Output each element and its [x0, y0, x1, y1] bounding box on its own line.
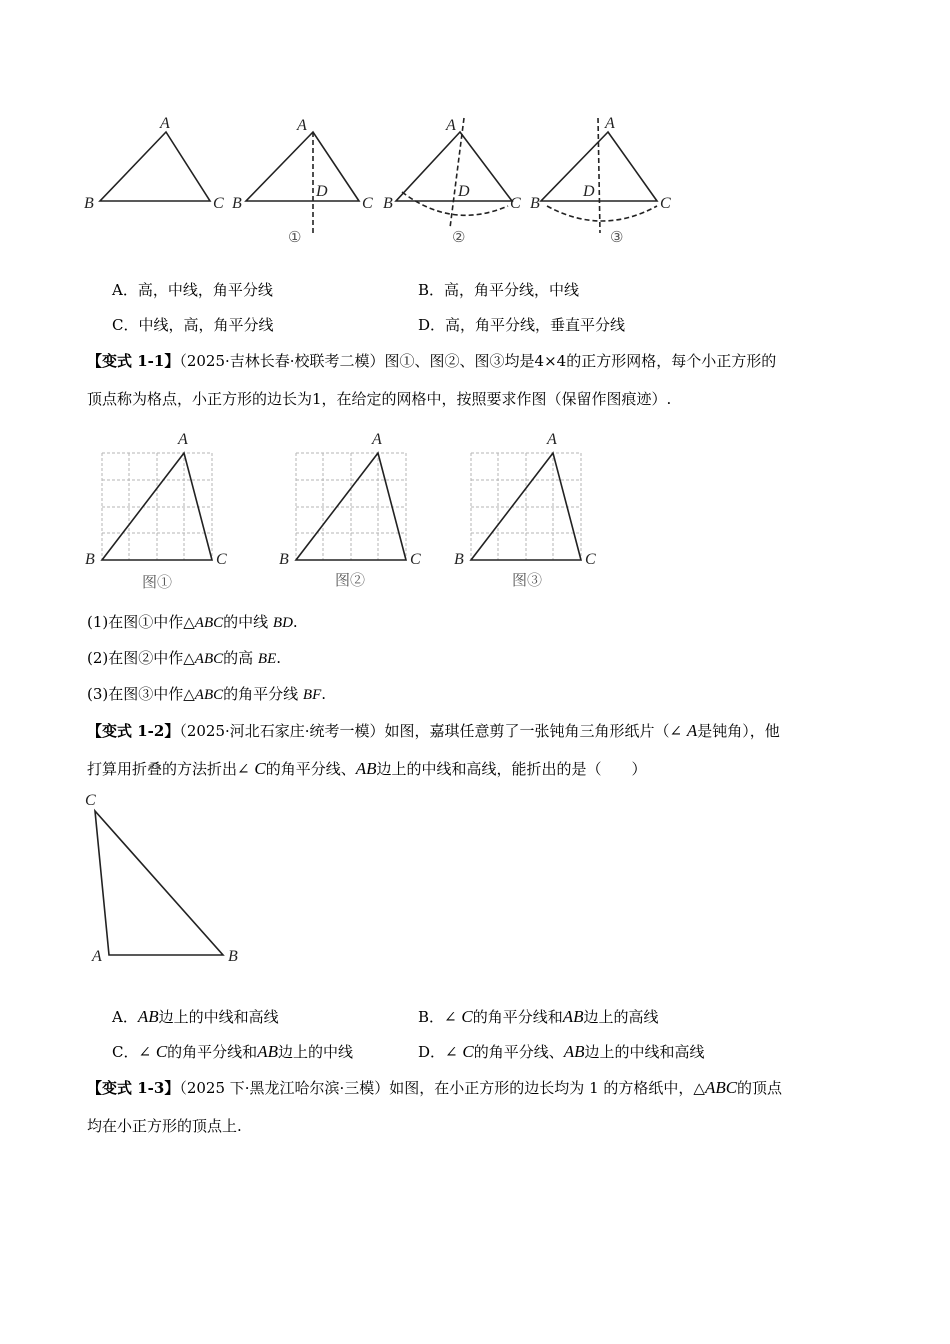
grid-figure-3 — [471, 453, 581, 560]
label-C: C — [216, 551, 227, 568]
label-B: B — [85, 551, 95, 568]
option-a: A．高，中线，角平分线 — [112, 281, 273, 299]
grid-caption-3: 图③ — [512, 573, 543, 589]
variant-1-1-line2: 顶点称为格点，小正方形的边长为1，在给定的网格中，按照要求作图（保留作图痕迹）. — [87, 390, 672, 408]
label-A: A — [547, 431, 557, 448]
variant-tag: 【变式 1-2】 — [87, 722, 180, 740]
label-D: D — [316, 183, 328, 200]
label-A: A — [160, 115, 170, 132]
label-D: D — [458, 183, 470, 200]
option-c: C．∠ C的角平分线和AB边上的中线 — [112, 1042, 353, 1061]
label-A: A — [446, 117, 456, 134]
option-a: A．AB边上的中线和高线 — [112, 1007, 279, 1026]
option-d: D．∠ C的角平分线、AB边上的中线和高线 — [418, 1042, 705, 1061]
caption-1: ① — [288, 230, 302, 246]
grid-caption-1: 图① — [142, 575, 173, 591]
label-C: C — [660, 195, 671, 212]
grid-caption-2: 图② — [335, 573, 366, 589]
label-C: C — [510, 195, 521, 212]
option-b: B．高，角平分线，中线 — [418, 281, 580, 299]
option-d: D．高，角平分线，垂直平分线 — [418, 316, 626, 334]
grid-figure-1 — [102, 453, 212, 560]
label-B: B — [530, 195, 540, 212]
label-B: B — [383, 195, 393, 212]
label-A: A — [178, 431, 188, 448]
label-B: B — [279, 551, 289, 568]
label-B: B — [232, 195, 242, 212]
option-b: B．∠ C的角平分线和AB边上的高线 — [418, 1007, 659, 1026]
option-c: C．中线，高，角平分线 — [112, 316, 274, 334]
label-A: A — [372, 431, 382, 448]
label-B: B — [228, 948, 238, 965]
obtuse-triangle-figure — [80, 785, 250, 970]
label-A: A — [92, 948, 102, 965]
arc-3 — [547, 206, 657, 221]
grid-figure-2 — [296, 453, 406, 560]
label-C: C — [85, 792, 96, 809]
label-C: C — [362, 195, 373, 212]
variant-text: （2025·吉林长春·校联考二模）图①、图②、图③均是4×4的正方形网格，每个小正方形的 — [179, 352, 777, 370]
triangle-plain — [100, 132, 210, 201]
label-C: C — [213, 195, 224, 212]
sub-question-3: (3)在图③中作△ABC的角平分线 BF. — [87, 685, 327, 703]
label-C: C — [410, 551, 421, 568]
variant-1-2-line2: 打算用折叠的方法折出∠ C的角平分线、AB边上的中线和高线，能折出的是（ ） — [87, 759, 647, 778]
variant-1-3-line2: 均在小正方形的顶点上. — [87, 1117, 242, 1135]
label-C: C — [585, 551, 596, 568]
label-D: D — [583, 183, 595, 200]
label-B: B — [454, 551, 464, 568]
variant-1-1-line1 — [87, 351, 776, 371]
caption-2: ② — [452, 230, 466, 246]
dashed-line-3 — [598, 118, 600, 233]
label-A: A — [605, 115, 615, 132]
triangle-construction-figure — [80, 108, 690, 250]
label-A: A — [297, 117, 307, 134]
sub-question-1: (1)在图①中作△ABC的中线 BD. — [87, 613, 298, 631]
triangle-1 — [246, 132, 359, 201]
variant-1-3-line1: 【变式 1-3】（2025 下·黑龙江哈尔滨·三模）如图，在小正方形的边长均为 1 的方格纸中，△ABC的顶点 — [87, 1078, 783, 1097]
variant-tag: 【变式 1-3】 — [87, 1079, 180, 1097]
label-B: B — [84, 195, 94, 212]
variant-tag: 【变式 1-1】 — [87, 352, 180, 370]
arc-2 — [402, 192, 508, 215]
sub-question-2: (2)在图②中作△ABC的高 BE. — [87, 649, 282, 667]
caption-3: ③ — [610, 230, 624, 246]
variant-1-2-line1: 【变式 1-2】（2025·河北石家庄·统考一模）如图，嘉琪任意剪了一张钝角三角形纸片（∠ A是钝角），他 — [87, 721, 780, 740]
grid-figures — [80, 425, 620, 595]
